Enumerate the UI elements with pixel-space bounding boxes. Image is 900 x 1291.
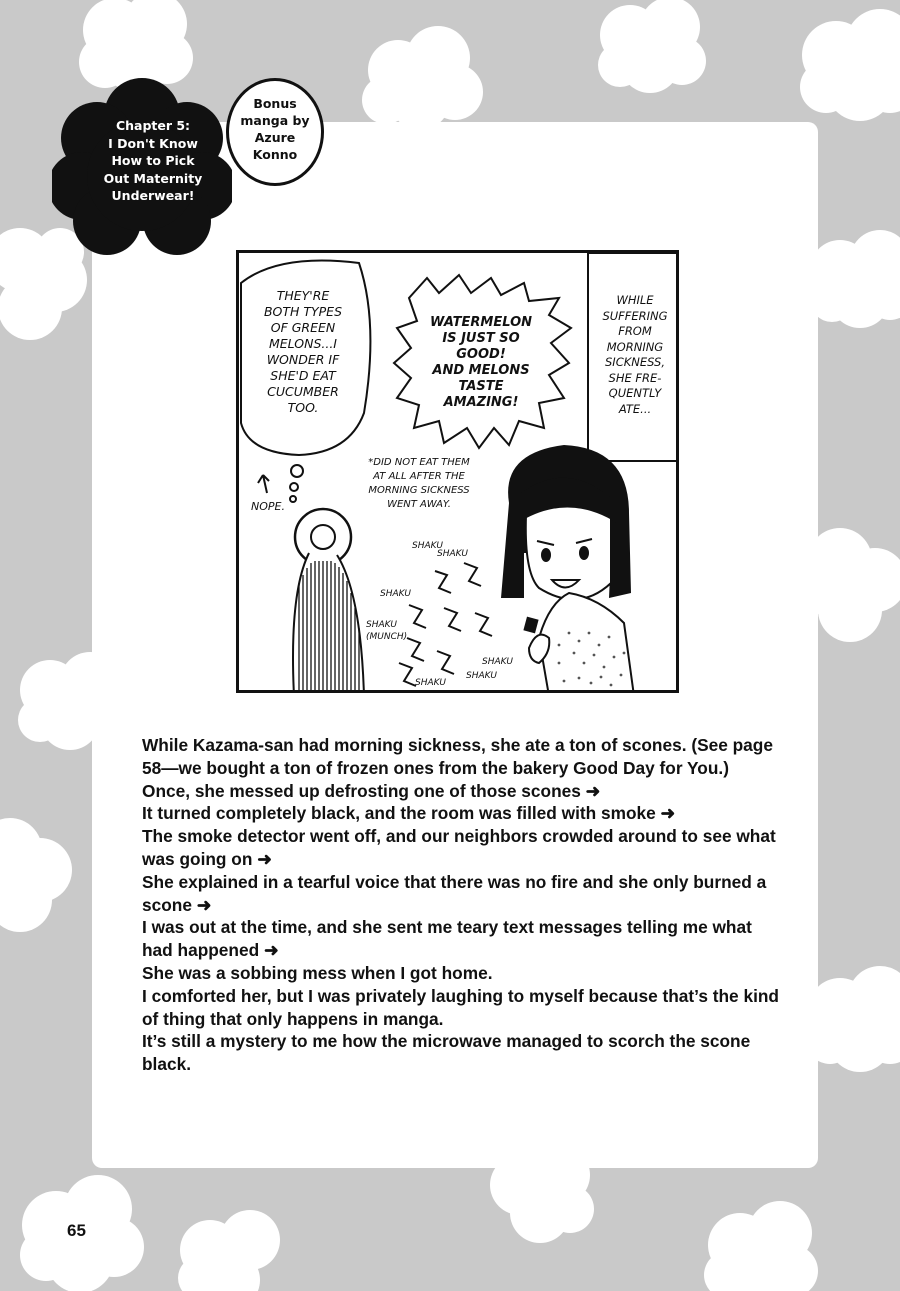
cloud-left-mid3: [0, 818, 72, 932]
sfx-marks: [399, 563, 492, 686]
narration-line: QUENTLY: [608, 386, 662, 400]
chapter-title-line: How to Pick: [111, 153, 195, 168]
cloud-top-right2: [800, 9, 900, 121]
narration-line: SICKNESS,: [605, 355, 665, 369]
body-line: It’s still a mystery to me how the microwave managed to scorch the scone black.: [142, 1031, 751, 1075]
chapter-title-line: Underwear!: [111, 188, 195, 203]
bonus-line: Azure: [254, 130, 296, 145]
nope-arrow: [258, 475, 269, 493]
shout-line: IS JUST SO: [442, 331, 520, 346]
narration-text: [591, 293, 679, 417]
body-line: Once, she messed up defrosting one of those scones ➜: [142, 780, 601, 801]
body-line: While Kazama-san had morning sickness, she ate a ton of scones. (See page 58—we bought a ton of frozen ones from the bakery Good Day for You.): [142, 735, 773, 778]
sfx-shaku: SHAKU: [466, 671, 497, 681]
bonus-credit: [226, 95, 324, 163]
shout-line: GOOD!: [456, 347, 506, 362]
body-line: The smoke detector went off, and our neighbors crowded around to see what was going on ➜: [142, 826, 776, 869]
thought-line: THEY'RE: [276, 288, 330, 303]
body-line: She explained in a tearful voice that there was no fire and she only burned a scone ➜: [142, 871, 767, 915]
cloud-top-right1: [598, 0, 706, 93]
bonus-line: Konno: [252, 147, 298, 162]
shout-line: TASTE: [458, 379, 504, 394]
thought-bubble-text: [253, 288, 353, 416]
footnote-line: *DID NOT EAT THEM: [368, 457, 470, 468]
thought-line: TOO.: [287, 400, 319, 415]
body-line: I was out at the time, and she sent me teary text messages telling me what had happened ➜: [142, 917, 752, 961]
footnote-text: [349, 456, 489, 512]
body-line: I comforted her, but I was privately laughing to myself because that’s the kind of thing that only happens in manga.: [142, 985, 779, 1029]
thought-dot: [291, 465, 303, 477]
bonus-line: Bonus: [253, 96, 297, 111]
page-number: 65: [67, 1221, 86, 1240]
chapter-title-line: Chapter 5:: [115, 118, 191, 133]
cloud-right-mid1: [810, 230, 900, 328]
thought-line: BOTH TYPES: [263, 304, 343, 319]
narration-line: FROM: [618, 324, 652, 338]
thought-dot: [290, 483, 298, 491]
sfx-shaku-munch: SHAKU (MUNCH): [366, 620, 408, 642]
chapter-title: [78, 117, 228, 205]
manga-panel: [236, 250, 679, 693]
thought-line: MELONS...I: [269, 336, 337, 351]
sfx-shaku: SHAKU: [415, 678, 446, 688]
chapter-title-line: Out Maternity: [103, 170, 203, 186]
thought-line: WONDER IF: [266, 352, 340, 367]
sfx-shaku: SHAKU: [482, 657, 513, 667]
sfx-shaku: SHAKU: [437, 549, 468, 559]
thought-line: OF GREEN: [270, 320, 336, 335]
shout-line: AND MELONS: [432, 363, 530, 378]
chapter-title-line: I Don't Know: [108, 135, 198, 151]
cloud-bottom-right: [704, 1201, 818, 1291]
body-text: [142, 734, 782, 1076]
body-line: It turned completely black, and the room was filled with smoke ➜: [142, 803, 676, 824]
sfx-shaku: SHAKU: [380, 589, 411, 599]
wife-figure: [501, 445, 634, 693]
narration-line: ATE...: [618, 401, 652, 416]
bonus-line: manga by: [240, 113, 310, 128]
nope-text: NOPE.: [251, 500, 285, 513]
narration-line: SHE FRE-: [608, 370, 662, 385]
body-line: She was a sobbing mess when I got home.: [142, 962, 493, 983]
narration-line: MORNING: [606, 339, 664, 354]
cloud-bottom-center1: [178, 1210, 280, 1291]
cloud-right-low: [806, 966, 900, 1072]
footnote-line: MORNING SICKNESS: [368, 485, 470, 496]
shout-bubble-text: [411, 315, 551, 411]
cloud-top-center: [362, 26, 483, 130]
thought-line: SHE'D EAT: [270, 368, 336, 383]
shout-line: AMAZING!: [443, 395, 519, 410]
narration-line: SUFFERING: [602, 308, 668, 323]
husband-figure: [293, 509, 364, 693]
footnote-line: WENT AWAY.: [387, 499, 451, 510]
footnote-line: AT ALL AFTER THE: [373, 471, 465, 482]
narration-line: WHILE: [616, 293, 654, 307]
sfx-shaku: SHAKU: [412, 541, 443, 551]
shout-line: WATERMELON: [429, 315, 533, 330]
thought-line: CUCUMBER: [267, 384, 339, 399]
